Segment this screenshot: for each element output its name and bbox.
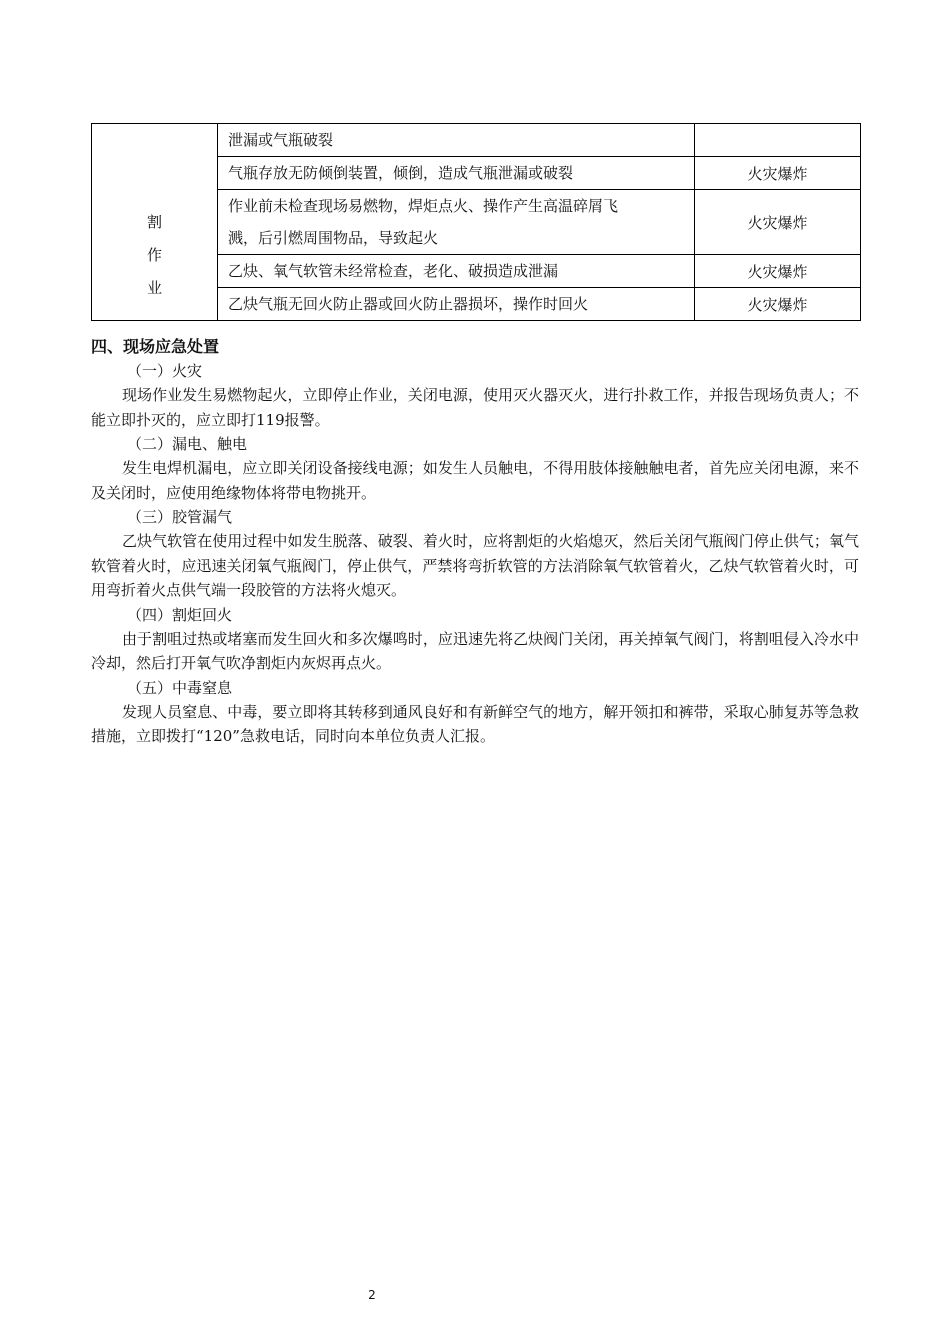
hazard-description-line: 作业前未检查现场易燃物，焊炬点火、操作产生高温碎屑飞 (228, 197, 619, 215)
hazard-description-line: 溅，后引燃周围物品，导致起火 (228, 229, 439, 247)
subsection-paragraph: 乙炔气软管在使用过程中如发生脱落、破裂、着火时，应将割炬的火焰熄灭，然后关闭气瓶阀门停止供气；氧气软管着火时，应迅速关闭氧气瓶阀门，停止供气，严禁将弯折软管的方法消除氧气软管着火，乙炔气软管着火时，可用弯折着火点供气端一段胶管的方法将火熄灭。 (91, 532, 859, 599)
hazard-result: 火灾爆炸 (695, 288, 861, 321)
subsection-heading: （二）漏电、触电 (127, 435, 248, 453)
table-row (92, 124, 861, 157)
hazard-result (695, 124, 861, 157)
category-char: 割 (146, 212, 162, 231)
subsection-heading: （一）火灾 (127, 362, 203, 380)
hazard-result: 火灾爆炸 (695, 157, 861, 190)
risk-table (91, 123, 861, 321)
subsection-paragraph: 发生电焊机漏电，应立即关闭设备接线电源；如发生人员触电，不得用肢体接触触电者，首先应关闭电源，来不及关闭时，应使用绝缘物体将带电物挑开。 (91, 459, 859, 502)
hazard-description: 泄漏或气瓶破裂 (218, 124, 695, 157)
subsection-heading: （五）中毒窒息 (127, 678, 233, 697)
subsection-paragraph: 发现人员窒息、中毒，要立即将其转移到通风良好和有新鲜空气的地方，解开领扣和裤带，采取心肺复苏等急救措施，立即拨打“120”急救电话，同时向本单位负责人汇报。 (91, 702, 859, 745)
subsection-paragraph: 现场作业发生易燃物起火，立即停止作业，关闭电源，使用灭火器灭火，进行扑救工作，并报告现场负责人；不能立即扑灭的，应立即打119报警。 (91, 386, 859, 429)
subsection-heading: （三）胶管漏气 (127, 508, 233, 526)
category-char: 作 (146, 245, 162, 264)
hazard-result: 火灾爆炸 (695, 255, 861, 288)
hazard-description (218, 190, 695, 255)
page-number: 2 (368, 1288, 376, 1302)
subsection-heading: （四）割炬回火 (127, 605, 233, 624)
category-cell (92, 124, 218, 321)
section-body (91, 359, 859, 749)
category-char: 业 (146, 278, 162, 297)
hazard-description: 乙炔气瓶无回火防止器或回火防止器损坏，操作时回火 (218, 288, 695, 321)
section-title: 四、现场应急处置 (91, 337, 220, 356)
hazard-description: 气瓶存放无防倾倒装置，倾倒，造成气瓶泄漏或破裂 (218, 157, 695, 190)
hazard-description: 乙炔、氧气软管未经常检查，老化、破损造成泄漏 (218, 255, 695, 288)
hazard-result: 火灾爆炸 (695, 190, 861, 255)
subsection-paragraph: 由于割咀过热或堵塞而发生回火和多次爆鸣时，应迅速先将乙炔阀门关闭，再关掉氧气阀门，将割咀侵入冷水中冷却，然后打开氧气吹净割炬内灰烬再点火。 (91, 629, 859, 672)
